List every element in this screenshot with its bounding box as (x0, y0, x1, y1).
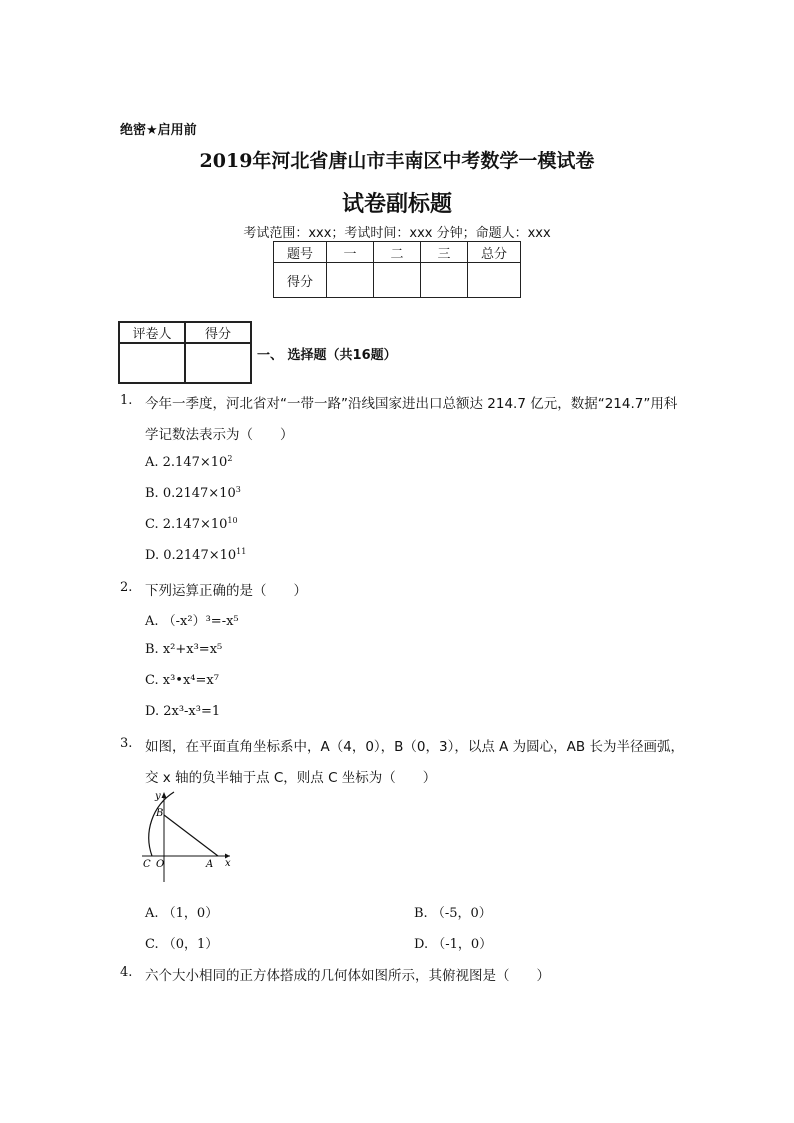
option-b[interactable]: B. （-5，0） (414, 906, 492, 921)
section-heading: 一、 选择题（共16题） (257, 348, 397, 363)
option-exponent: 2 (227, 454, 233, 463)
grader-header-cell: 评卷人 (119, 322, 185, 343)
score-header-cell: 三 (421, 242, 468, 263)
question-text: 学记数法表示为（ ） (145, 427, 294, 443)
question-number: 1. (120, 393, 133, 408)
question-text: 今年一季度，河北省对“一带一路”沿线国家进出口总额达 214.7 亿元，数据“214.7”用科 (145, 396, 678, 412)
score-row-label: 得分 (274, 263, 327, 298)
question-number: 2. (120, 580, 133, 595)
score-header-cell: 题号 (274, 242, 327, 263)
option-c[interactable]: C. （0，1） (145, 937, 219, 952)
y-axis-arrow (162, 792, 167, 798)
option-exponent: 10 (227, 516, 238, 525)
grader-header-cell: 得分 (185, 322, 251, 343)
segment-ab (164, 815, 218, 856)
option-c[interactable]: C. x³•x⁴=x⁷ (145, 673, 219, 688)
score-header-cell: 总分 (468, 242, 521, 263)
score-header-cell: 一 (327, 242, 374, 263)
score-table (273, 241, 521, 298)
option-exponent: 3 (235, 485, 241, 494)
option-c[interactable] (145, 517, 238, 532)
y-label: y (155, 791, 161, 802)
question-text: 六个大小相同的正方体搭成的几何体如图所示，其俯视图是（ ） (145, 968, 550, 984)
score-cell[interactable] (421, 263, 468, 298)
grader-table (118, 321, 252, 384)
option-b[interactable]: B. x²+x³=x⁵ (145, 642, 223, 657)
point-b-label: B (156, 808, 164, 819)
exam-title: 2019年河北省唐山市丰南区中考数学一模试卷 (199, 150, 595, 172)
option-a[interactable]: A. （1，0） (145, 906, 219, 921)
coordinate-figure (140, 788, 236, 888)
point-a-label: A (206, 859, 214, 870)
question-number: 3. (120, 736, 133, 751)
option-d[interactable] (145, 548, 246, 563)
confidential-label: 绝密★启用前 (120, 123, 197, 138)
question-text: 如图，在平面直角坐标系中，A（4，0），B（0，3），以点 A 为圆心，AB 长为半径画弧， (145, 739, 684, 755)
question-text: 交 x 轴的负半轴于点 C，则点 C 坐标为（ ） (145, 770, 437, 786)
score-header-cell: 二 (374, 242, 421, 263)
question-number: 4. (120, 965, 133, 980)
origin-label: O (156, 859, 165, 870)
option-d[interactable]: D. 2x³-x³=1 (145, 704, 221, 719)
option-text: B. 0.2147×10 (145, 486, 236, 501)
option-text: A. 2.147×10 (145, 455, 228, 470)
exam-info: 考试范围：xxx；考试时间：xxx 分钟；命题人：xxx (243, 226, 551, 241)
option-a[interactable]: A. （-x²）³=-x⁵ (145, 614, 239, 629)
point-c-label: C (143, 859, 151, 870)
option-text: C. 2.147×10 (145, 517, 228, 532)
exam-subtitle: 试卷副标题 (341, 191, 452, 217)
option-exponent: 11 (236, 547, 247, 556)
score-cell[interactable] (374, 263, 421, 298)
x-label: x (225, 858, 231, 869)
score-cell[interactable] (327, 263, 374, 298)
option-b[interactable] (145, 486, 241, 501)
grader-cell[interactable] (119, 343, 185, 383)
option-d[interactable]: D. （-1，0） (414, 937, 493, 952)
grader-cell[interactable] (185, 343, 251, 383)
arc-bc (149, 792, 174, 856)
score-cell[interactable] (468, 263, 521, 298)
option-a[interactable] (145, 455, 232, 470)
question-text: 下列运算正确的是（ ） (145, 583, 307, 599)
option-text: D. 0.2147×10 (145, 548, 237, 563)
